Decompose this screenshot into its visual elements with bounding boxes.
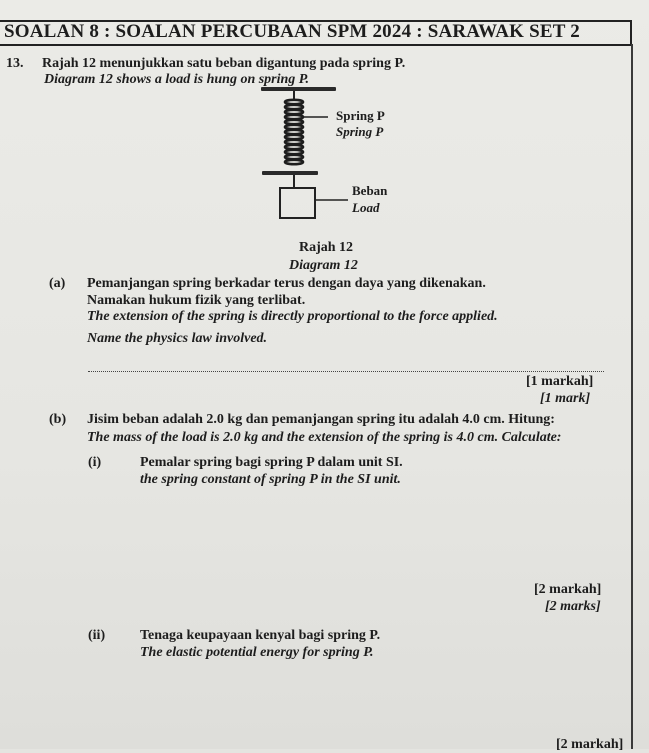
diagram-caption-ms: Rajah 12 [299, 240, 354, 255]
spring-coils [285, 100, 303, 164]
part-b-ii-text-en: The elastic potential energy for spring P. [140, 645, 374, 660]
part-b-i-text-ms: Pemalar spring bagi spring P dalam unit SI. [140, 455, 403, 470]
load-label-en: Load [352, 200, 380, 215]
part-b-ii-text-ms: Tenaga keupayaan kenyal bagi spring P. [140, 628, 381, 643]
part-b-label: (b) [49, 412, 67, 427]
load-box [280, 188, 315, 218]
answer-line [88, 371, 604, 372]
spring-label-en: Spring P [336, 124, 384, 139]
hanger-plate [262, 171, 318, 175]
part-a-marks-en: [1 mark] [540, 391, 591, 406]
part-a-text1-en: The extension of the spring is directly proportional to the force applied. [87, 309, 498, 324]
question-intro-en: Diagram 12 shows a load is hung on spring P. [44, 72, 310, 87]
part-a-marks-ms: [1 markah] [526, 374, 594, 389]
support-bar [261, 87, 336, 91]
part-a-text2-ms: Namakan hukum fizik yang terlibat. [87, 293, 306, 308]
part-b-i-label: (i) [88, 455, 102, 470]
load-label-ms: Beban [352, 183, 388, 198]
part-b-ii-marks-ms: [2 markah] [556, 737, 624, 752]
part-b-i-marks-ms: [2 markah] [534, 582, 602, 597]
part-a-text1-ms: Pemanjangan spring berkadar terus dengan daya yang dikenakan. [87, 276, 486, 291]
part-b-text-en: The mass of the load is 2.0 kg and the extension of the spring is 4.0 cm. Calculate: [87, 430, 562, 445]
part-b-ii-label: (ii) [88, 628, 106, 643]
diagram-caption-en: Diagram 12 [289, 258, 358, 273]
part-a-label: (a) [49, 276, 66, 291]
page-title: SOALAN 8 : SOALAN PERCUBAAN SPM 2024 : SARAWAK SET 2 [4, 21, 580, 42]
part-b-i-text-en: the spring constant of spring P in the SI unit. [140, 472, 401, 487]
part-b-text-ms: Jisim beban adalah 2.0 kg dan pemanjangan spring itu adalah 4.0 cm. Hitung: [87, 412, 555, 427]
part-a-text2-en: Name the physics law involved. [87, 331, 268, 346]
part-b-i-marks-en: [2 marks] [545, 599, 601, 614]
question-number: 13. [6, 56, 24, 71]
spring-label-ms: Spring P [336, 108, 385, 123]
question-intro-ms: Rajah 12 menunjukkan satu beban digantung pada spring P. [42, 56, 406, 71]
